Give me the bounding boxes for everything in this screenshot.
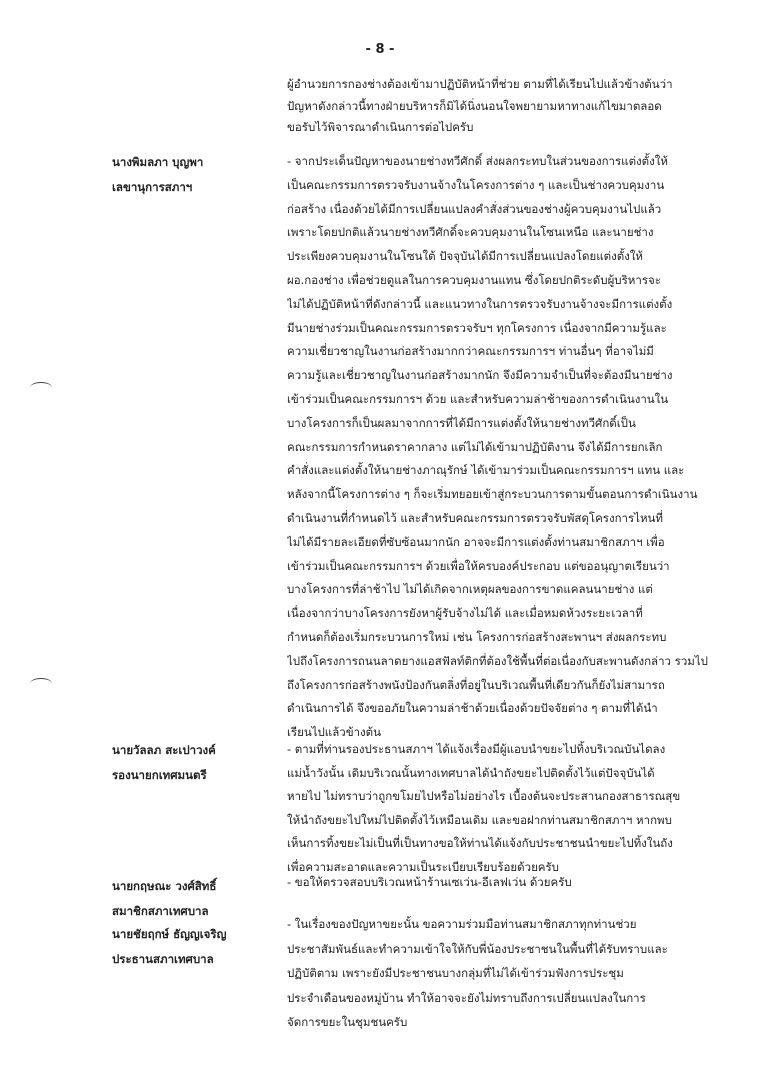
text-line: เรียนไปแล้วข้างต้น [287, 725, 381, 740]
text-line: ให้นำถังขยะไปใหม่ไปติดตั้งไว้เหมือนเดิม และขอฝากท่านสมาชิกสภาฯ หากพบ [287, 812, 672, 827]
text-line: ประจำเดือนของหมู่บ้าน ทำให้อาจจะยังไม่ทราบถึงการเปลี่ยนแปลงในการ [287, 990, 646, 1005]
text-line: กำหนดก็ต้องเริ่มกระบวนการใหม่ เช่น โครงการก่อสร้างสะพานฯ ส่งผลกระทบ [287, 629, 667, 644]
text-line: ไม่ได้มีรายละเอียดที่ซับซ้อนมากนัก อาจจะมีการแต่งตั้งท่านสมาชิกสภาฯ เพื่อ [287, 534, 665, 549]
binding-hole-mark [30, 678, 52, 689]
speaker-title: รองนายกเทศมนตรี [112, 768, 207, 782]
secretary-statement [287, 150, 727, 745]
text-line: คำสั่งและแต่งตั้งให้นายช่างภาณุรักษ์ ได้เข้ามาร่วมเป็นคณะกรรมการฯ แทน และ [287, 463, 685, 478]
text-line: แม่น้ำวังนั้น เดิมบริเวณนั้นทางเทศบาลได้นำถังขยะไปติดตั้งไว้แต่ปัจจุบันได้ [287, 765, 655, 780]
page-number: - 8 - [365, 42, 395, 57]
speaker-council-chairman [112, 922, 272, 972]
speaker-name: นายกฤษณะ วงศ์สิทธิ์ [112, 879, 217, 893]
text-line: บางโครงการก็เป็นผลมาจากการที่ได้มีการแต่งตั้งให้นายช่างทวีศักดิ์เป็น [287, 415, 636, 430]
text-line: เป็นคณะกรรมการตรวจรับงานจ้างในโครงการต่าง ๆ และเป็นช่างควบคุมงาน [287, 177, 665, 192]
text-line: ประเพียงควบคุมงานในโซนใต้ ปัจจุบันได้มีการเปลี่ยนแปลงโดยแต่งตั้งให้ [287, 249, 644, 264]
text-line: ความรู้และเชี่ยวชาญในงานก่อสร้างมากนัก จึงมีความจำเป็นที่จะต้องมีนายช่าง [287, 368, 673, 383]
deputy-mayor-statement [287, 738, 727, 879]
text-line: หลังจากนี้โครงการต่าง ๆ ก็จะเริ่มทยอยเข้าสู่กระบวนการตามขั้นตอนการดำเนินงาน [287, 487, 698, 502]
text-line: จัดการขยะในชุมชนครับ [287, 1015, 408, 1029]
text-line: ปัญหาดังกล่าวนี้ทางฝ่ายบริหารก็มิได้นิ่งนอนใจพยายามหาทางแก้ไขมาตลอด [287, 98, 662, 113]
text-line: ก่อสร้าง เนื่องด้วยได้มีการเปลี่ยนแปลงคำสั่งส่วนของช่างผู้ควบคุมงานไปแล้ว [287, 201, 662, 216]
text-line: มีนายช่างร่วมเป็นคณะกรรมการตรวจรับฯ ทุกโครงการ เนื่องจากมีความรู้และ [287, 320, 667, 335]
speaker-deputy-mayor [112, 738, 272, 788]
text-line: ความเชี่ยวชาญในงานก่อสร้างมากกว่าคณะกรรมการฯ ท่านอื่นๆ ที่อาจไม่มี [287, 344, 654, 359]
text-line: ปฏิบัติตาม เพราะยังมีประชาชนบางกลุ่มที่ไม่ได้เข้าร่วมฟังการประชุม [287, 966, 624, 980]
text-line: ไม่ได้ปฏิบัติหน้าที่ดังกล่าวนี้ และแนวทางในการตรวจรับงานจ้างจะมีการแต่งตั้ง [287, 296, 673, 311]
speaker-title: สมาชิกสภาเทศบาล [112, 904, 209, 918]
text-line: คณะกรรมการกำหนดราคากลาง แต่ไม่ได้เข้ามาปฏิบัติงาน จึงได้มีการยกเลิก [287, 439, 663, 454]
text-line: ดำเนินการได้ จึงขออภัยในความล่าช้าด้วยเนื่องด้วยปัจจัยต่าง ๆ ตามที่ได้นำ [287, 701, 658, 716]
text-line: ผอ.กองช่าง เพื่อช่วยดูแลในการควบคุมงานแทน ซึ่งโดยปกติระดับผู้บริหารจะ [287, 272, 661, 287]
text-line: เพื่อความสะอาดและความเป็นระเบียบเรียบร้อยด้วยครับ [287, 859, 559, 874]
text-line: - จากประเด็นปัญหาของนายช่างทวีศักดิ์ ส่งผลกระทบในส่วนของการแต่งตั้งให้ [287, 154, 668, 168]
text-line: ขอรับไว้พิจารณาดำเนินการต่อไปครับ [287, 120, 474, 134]
text-line: เข้าร่วมเป็นคณะกรรมการฯ ด้วยเพื่อให้ครบองค์ประกอบ แต่ขออนุญาตเรียนว่า [287, 558, 670, 573]
text-line: ไปถึงโครงการถนนลาดยางแอสฟัลท์ติกที่ต้องใช้พื้นที่ต่อเนื่องกับสะพานดังกล่าว รวมไป [287, 653, 708, 668]
text-line: ถึงโครงการก่อสร้างพนังป้องกันตลิ่งที่อยู่ในบริเวณพื้นที่เดียวกันก็ยังไม่สามารถ [287, 677, 665, 692]
speaker-title: เลขานุการสภาฯ [112, 180, 193, 194]
text-line: - ขอให้ตรวจสอบบริเวณหน้าร้านเซเว่น-อีเลฟเว่น ด้วยครับ [287, 875, 572, 889]
text-line: เพราะโดยปกติแล้วนายช่างทวีศักดิ์จะควบคุมงานในโซนเหนือ และนายช่าง [287, 225, 654, 240]
text-line: เห็นการทิ้งขยะไม่เป็นที่เป็นทางขอให้ท่านได้แจ้งกับประชาชนนำขยะไปทิ้งในถัง [287, 836, 673, 850]
speaker-secretary [112, 150, 272, 200]
council-member-statement [287, 872, 727, 894]
binding-hole-mark [30, 382, 52, 393]
continuation-paragraph [287, 74, 727, 139]
text-line: เข้าร่วมเป็นคณะกรรมการฯ ด้วย และสำหรับความล่าช้าของการดำเนินงานใน [287, 391, 669, 406]
speaker-title: ประธานสภาเทศบาล [112, 952, 214, 966]
text-line: หายไป ไม่ทราบว่าถูกขโมยไปหรือไม่อย่างไร เบื้องต้นจะประสานกองสาธารณสุข [287, 789, 681, 803]
council-chairman-statement [287, 912, 727, 1035]
speaker-name: นางพิมลภา บุญพา [112, 155, 204, 169]
speaker-council-member [112, 874, 272, 924]
text-line: - ในเรื่องของปัญหาขยะนั้น ขอความร่วมมือท่านสมาชิกสภาทุกท่านช่วย [287, 917, 637, 931]
text-line: เนื่องจากว่าบางโครงการยังหาผู้รับจ้างไม่ได้ และเมื่อหมดห้วงระยะเวลาที่ [287, 606, 643, 621]
text-line: บางโครงการที่ล่าช้าไป ไม่ได้เกิดจากเหตุผลของการขาดแคลนนายช่าง แต่ [287, 582, 653, 597]
text-line: ประชาสัมพันธ์และทำความเข้าใจให้กับพี่น้องประชาชนในพื้นที่ได้รับทราบและ [287, 941, 668, 956]
text-line: - ตามที่ท่านรองประธานสภาฯ ได้แจ้งเรื่องมีผู้แอบนำขยะไปทิ้งบริเวณบันไดลง [287, 742, 666, 756]
text-line: ดำเนินงานที่กำหนดไว้ และสำหรับคณะกรรมการตรวจรับพัสดุโครงการไหนที่ [287, 510, 663, 525]
text-line: ผู้อำนวยการกองช่างต้องเข้ามาปฏิบัติหน้าที่ช่วย ตามที่ได้เรียนไปแล้วข้างต้นว่า [287, 77, 673, 91]
speaker-name: นายชัยฤกษ์ ธัญญเจริญ [112, 927, 227, 941]
speaker-name: นายวัลลภ สะเปาวงค์ [112, 743, 216, 757]
